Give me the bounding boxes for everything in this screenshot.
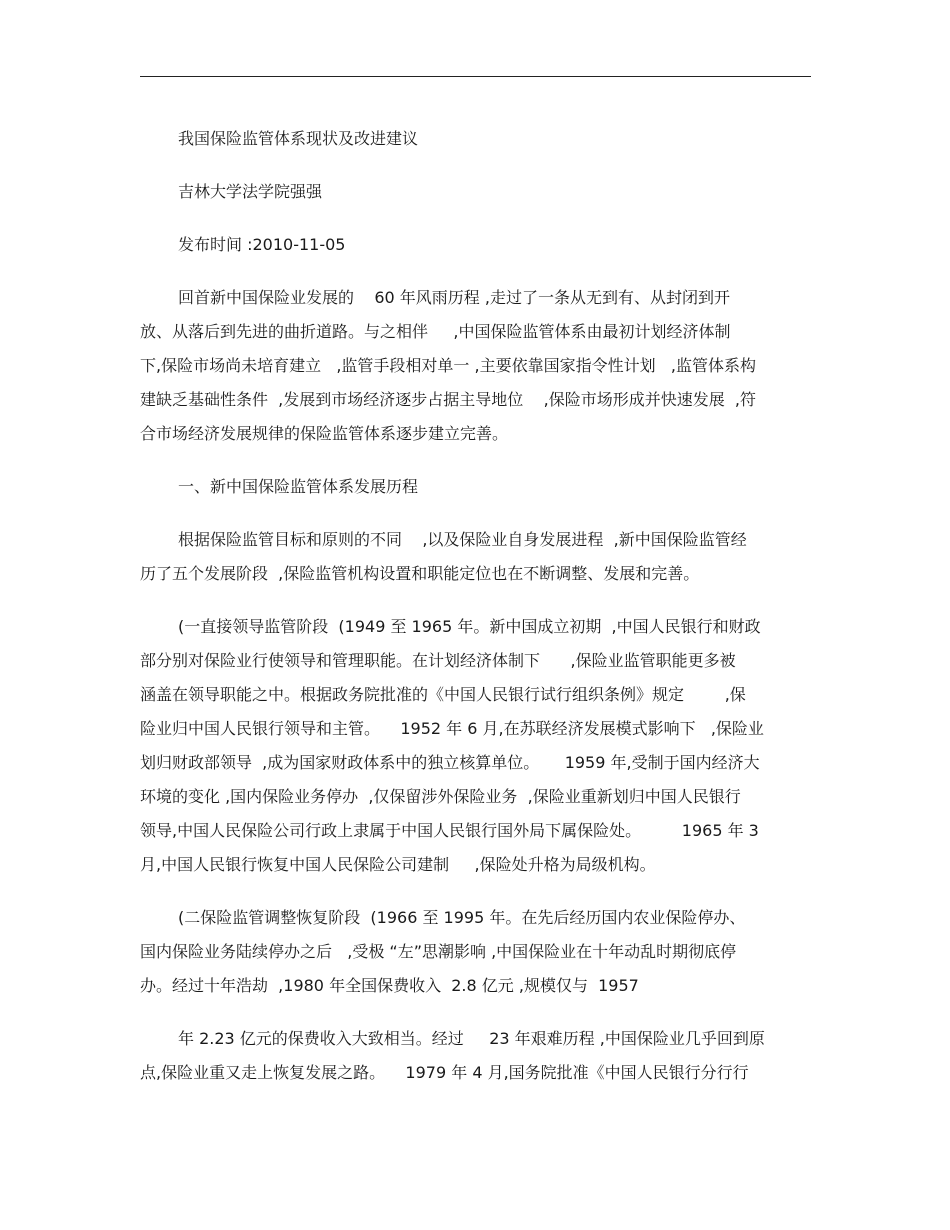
- text-line: 月,中国人民银行恢复中国人民保险公司建制 ,保险处升格为局级机构。: [140, 855, 656, 874]
- text-line: 建缺乏基础性条件 ,发展到市场经济逐步占据主导地位 ,保险市场形成并快速发展 ,符: [140, 390, 756, 409]
- document-author: 吉林大学法学院强强: [178, 182, 323, 201]
- text-line: 涵盖在领导职能之中。根据政务院批准的《中国人民银行试行组织条例》规定 ,保: [140, 685, 746, 704]
- text-line: 合市场经济发展规律的保险监管体系逐步建立完善。: [140, 424, 509, 443]
- text-line: 环境的变化 ,国内保险业务停办 ,仅保留涉外保险业务 ,保险业重新划归中国人民银行: [140, 787, 741, 806]
- text-line: 国内保险业务陆续停办之后 ,受极 “左”思潮影响 ,中国保险业在十年动乱时期彻底停: [140, 942, 737, 961]
- text-line: 历了五个发展阶段 ,保险监管机构设置和职能定位也在不断调整、发展和完善。: [140, 564, 700, 583]
- text-line: 部分别对保险业行使领导和管理职能。在计划经济体制下 ,保险业监管职能更多被: [140, 651, 736, 670]
- paragraph-intro: [140, 281, 810, 451]
- text-line: (一直接领导监管阶段 (1949 至 1965 年。新中国成立初期 ,中国人民银行和财政: [178, 617, 761, 636]
- document-body: [140, 122, 810, 1090]
- paragraph-stage-one: [140, 610, 810, 882]
- text-line: 回首新中国保险业发展的 60 年风雨历程 ,走过了一条从无到有、从封闭到开: [178, 288, 730, 307]
- text-line: 领导,中国人民保险公司行政上隶属于中国人民银行国外局下属保险处。 1965 年 3: [140, 821, 759, 840]
- text-line: 根据保险监管目标和原则的不同 ,以及保险业自身发展进程 ,新中国保险监管经: [178, 530, 747, 549]
- heading-text: 一、新中国保险监管体系发展历程: [178, 477, 419, 496]
- paragraph-stages: [140, 523, 810, 591]
- text-line: 办。经过十年浩劫 ,1980 年全国保费收入 2.8 亿元 ,规模仅与 1957: [140, 976, 639, 995]
- publish-date: 发布时间 :2010-11-05: [178, 235, 346, 254]
- text-line: 点,保险业重又走上恢复发展之路。 1979 年 4 月,国务院批准《中国人民银行分行行: [140, 1063, 749, 1082]
- text-line: 险业归中国人民银行领导和主管。 1952 年 6 月,在苏联经济发展模式影响下 ,保险业: [140, 719, 764, 738]
- header-rule: [140, 76, 811, 77]
- paragraph-stage-two: [140, 901, 810, 1003]
- text-line: 划归财政部领导 ,成为国家财政体系中的独立核算单位。 1959 年,受制于国内经济大: [140, 753, 760, 772]
- text-line: 放、从落后到先进的曲折道路。与之相伴 ,中国保险监管体系由最初计划经济体制: [140, 322, 731, 341]
- text-line: 下,保险市场尚未培育建立 ,监管手段相对单一 ,主要依靠国家指令性计划 ,监管体系构: [140, 356, 756, 375]
- paragraph-recovery: [140, 1022, 810, 1090]
- section-heading: [140, 470, 810, 504]
- text-line: 年 2.23 亿元的保费收入大致相当。经过 23 年艰难历程 ,中国保险业几乎回到原: [178, 1029, 765, 1048]
- document-title: 我国保险监管体系现状及改进建议: [178, 129, 419, 148]
- text-line: (二保险监管调整恢复阶段 (1966 至 1995 年。在先后经历国内农业保险停办、: [178, 908, 746, 927]
